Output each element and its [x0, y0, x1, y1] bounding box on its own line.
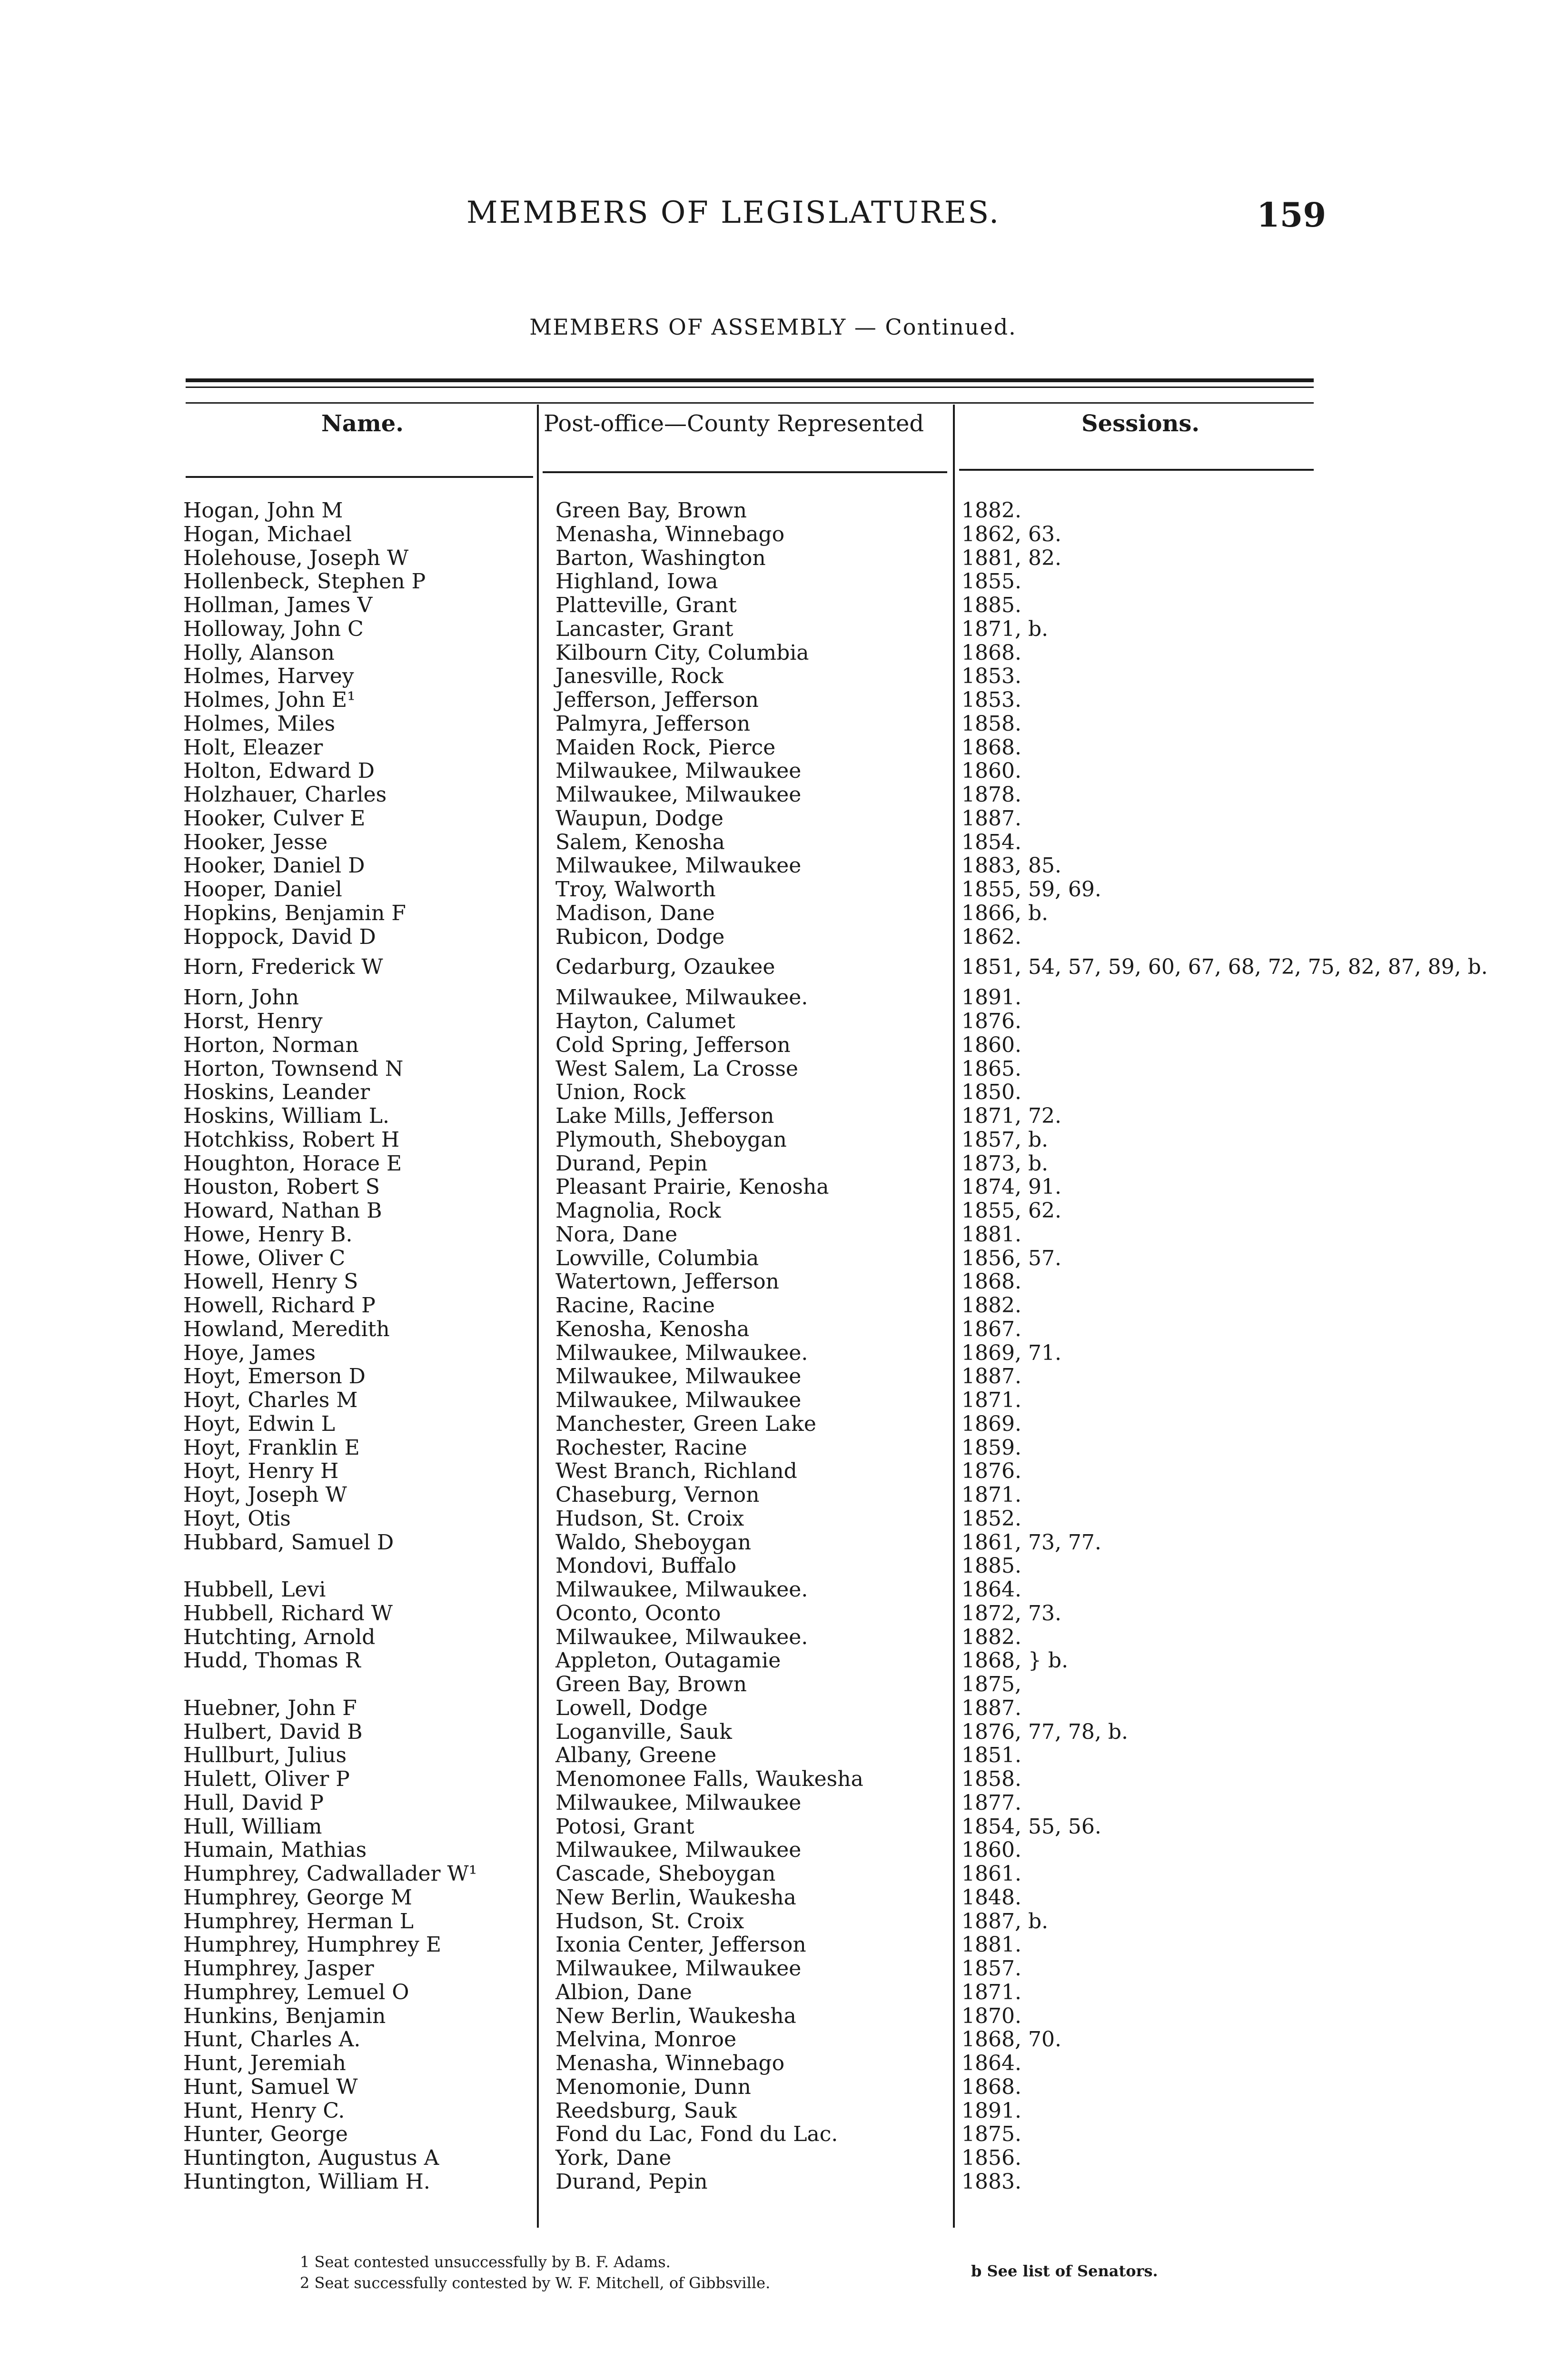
post-office-county: Mondovi, Buffalo [555, 1554, 737, 1578]
sessions: 1850. [961, 1080, 1021, 1105]
sessions: 1868. [961, 1269, 1021, 1294]
sessions: 1882. [961, 1293, 1021, 1318]
member-name: Huebner, John F [183, 1696, 357, 1720]
table-row [183, 2052, 1321, 2075]
member-name: Hull, David P [183, 1790, 324, 1815]
table-row [183, 1531, 1321, 1555]
sessions: 1891. [961, 2098, 1021, 2123]
table-row [183, 523, 1321, 546]
post-office-county: Manchester, Green Lake [555, 1411, 816, 1436]
table-row [183, 1033, 1321, 1057]
member-name: Hulett, Oliver P [183, 1767, 350, 1791]
sessions: 1861, 73, 77. [961, 1530, 1101, 1555]
sessions: 1885. [961, 1554, 1021, 1578]
sessions: 1869, 71. [961, 1340, 1061, 1365]
sessions: 1855, 59, 69. [961, 877, 1101, 902]
member-name: Howell, Henry S [183, 1269, 358, 1294]
post-office-county: Watertown, Jefferson [555, 1269, 779, 1294]
member-name: Hogan, John M [183, 498, 343, 523]
sessions: 1887. [961, 1364, 1021, 1389]
member-name: Hooker, Daniel D [183, 853, 365, 878]
table-row [183, 641, 1321, 665]
sessions: 1868, 70. [961, 2027, 1061, 2052]
table-row [183, 831, 1321, 854]
member-name: Holmes, John E¹ [183, 688, 356, 712]
table-row [183, 1152, 1321, 1176]
table-row [183, 1412, 1321, 1436]
member-name: Holloway, John C [183, 616, 364, 641]
member-name: Hunt, Charles A. [183, 2027, 361, 2052]
table-row [183, 1388, 1321, 1412]
table-row [183, 1578, 1321, 1602]
table-row [183, 1626, 1321, 1649]
table-row [183, 1696, 1321, 1720]
footnote-2: 2 Seat successfully contested by W. F. Mitchell, of Gibbsville. [300, 2274, 771, 2292]
table-row [183, 1341, 1321, 1365]
post-office-county: Green Bay, Brown [555, 498, 747, 523]
member-name: Hudd, Thomas R [183, 1648, 361, 1673]
post-office-county: Janesville, Rock [555, 664, 723, 689]
sessions: 1881, 82. [961, 545, 1061, 570]
sessions: 1887. [961, 1696, 1021, 1720]
member-name: Huntington, Augustus A [183, 2146, 439, 2170]
post-office-county: Maiden Rock, Pierce [555, 735, 776, 760]
post-office-county: Plymouth, Sheboygan [555, 1127, 787, 1152]
post-office-county: Jefferson, Jefferson [555, 688, 759, 712]
sessions: 1859. [961, 1435, 1021, 1460]
table-row [183, 1744, 1321, 1767]
post-office-county: Union, Rock [555, 1080, 686, 1105]
sessions: 1876. [961, 1459, 1021, 1484]
post-office-county: Milwaukee, Milwaukee [555, 1790, 802, 1815]
post-office-county: Palmyra, Jefferson [555, 711, 751, 736]
column-heading-post-office: Post-office—County Represented [544, 410, 924, 437]
post-office-county: Menasha, Winnebago [555, 2051, 785, 2075]
table-row [183, 1436, 1321, 1460]
member-name: Horst, Henry [183, 1009, 323, 1033]
name-heading-underline [186, 476, 533, 478]
member-name: Hubbard, Samuel D [183, 1530, 394, 1555]
sessions: 1851, 54, 57, 59, 60, 67, 68, 72, 75, 82, 87, 89, b. [961, 955, 1488, 980]
member-name: Humphrey, Herman L [183, 1909, 414, 1934]
sessions: 1873, b. [961, 1151, 1049, 1176]
sessions: 1883. [961, 2169, 1021, 2194]
post-office-county: Oconto, Oconto [555, 1601, 721, 1626]
table-row [183, 617, 1321, 641]
member-name: Houston, Robert S [183, 1175, 380, 1200]
table-row [183, 1507, 1321, 1531]
table-row [183, 570, 1321, 594]
sessions: 1871. [961, 1483, 1021, 1507]
table-row [183, 1270, 1321, 1294]
post-office-county: Cascade, Sheboygan [555, 1862, 776, 1886]
member-name: Hull, William [183, 1814, 322, 1839]
table-row [183, 1910, 1321, 1934]
sessions: 1860. [961, 1838, 1021, 1863]
member-name: Holzhauer, Charles [183, 783, 387, 807]
post-office-county: Platteville, Grant [555, 593, 737, 617]
member-name: Houghton, Horace E [183, 1151, 402, 1176]
sessions: 1871, 72. [961, 1104, 1061, 1128]
sessions: 1869. [961, 1411, 1021, 1436]
member-name: Howland, Meredith [183, 1317, 390, 1341]
post-office-county: New Berlin, Waukesha [555, 2003, 796, 2028]
table-row [183, 1104, 1321, 1128]
member-name: Hubbell, Levi [183, 1577, 326, 1602]
sessions: 1881. [961, 1222, 1021, 1247]
table-row [183, 736, 1321, 760]
post-office-county: Magnolia, Rock [555, 1199, 721, 1223]
post-office-county: Potosi, Grant [555, 1814, 694, 1839]
table-row [183, 878, 1321, 902]
sessions: 1855. [961, 569, 1021, 594]
member-name: Hoyt, Franklin E [183, 1435, 360, 1460]
table-row [183, 1057, 1321, 1081]
post-office-county: Milwaukee, Milwaukee [555, 853, 802, 878]
footnotes [300, 2251, 770, 2293]
sessions: 1887. [961, 806, 1021, 831]
member-name: Holton, Edward D [183, 759, 375, 783]
sessions: 1862, 63. [961, 522, 1061, 546]
member-name: Hoyt, Emerson D [183, 1364, 366, 1389]
sessions: 1871. [961, 1388, 1021, 1412]
section-subheading: MEMBERS OF ASSEMBLY — Continued. [529, 314, 1017, 340]
post-office-county: Milwaukee, Milwaukee [555, 783, 802, 807]
table-row [183, 783, 1321, 807]
post-office-county: Melvina, Monroe [555, 2027, 737, 2052]
post-office-county: Milwaukee, Milwaukee [555, 1838, 802, 1863]
member-name: Hoskins, William L. [183, 1104, 389, 1128]
table-row [183, 1767, 1321, 1791]
top-rule-thin [186, 387, 1314, 388]
member-name: Hooker, Jesse [183, 830, 328, 854]
member-name: Humain, Mathias [183, 1838, 367, 1863]
post-office-county: Durand, Pepin [555, 1151, 708, 1176]
table-row [183, 1838, 1321, 1862]
post-office-county: Milwaukee, Milwaukee. [555, 985, 808, 1010]
post-office-county: Milwaukee, Milwaukee. [555, 1340, 808, 1365]
table-row [183, 1673, 1321, 1696]
table-row [183, 2122, 1321, 2146]
post-office-county: Rubicon, Dodge [555, 924, 725, 949]
post-office-county: Green Bay, Brown [555, 1672, 747, 1696]
sessions: 1856. [961, 2146, 1021, 2170]
sessions: 1885. [961, 593, 1021, 617]
member-name: Horton, Norman [183, 1032, 359, 1057]
member-name: Hunt, Jeremiah [183, 2051, 346, 2075]
header-rule [186, 402, 1314, 404]
member-name: Holly, Alanson [183, 640, 335, 665]
post-office-county: Ixonia Center, Jefferson [555, 1933, 806, 1957]
member-name: Hutchting, Arnold [183, 1625, 376, 1649]
member-name: Hunkins, Benjamin [183, 2003, 386, 2028]
sessions: 1868. [961, 2074, 1021, 2099]
post-office-county: Lowville, Columbia [555, 1246, 759, 1270]
sessions: 1857. [961, 1956, 1021, 1981]
post-office-county: Durand, Pepin [555, 2169, 708, 2194]
members-table [183, 498, 1488, 2194]
footnote-b: b See list of Senators. [971, 2262, 1158, 2280]
sessions: 1878. [961, 783, 1021, 807]
table-row [183, 1554, 1321, 1578]
table-row [183, 1720, 1321, 1744]
column-heading-sessions: Sessions. [1081, 410, 1200, 437]
post-office-county: Milwaukee, Milwaukee. [555, 1625, 808, 1649]
sessions: 1853. [961, 688, 1021, 712]
member-name: Hoyt, Henry H [183, 1459, 339, 1484]
member-name: Hunt, Henry C. [183, 2098, 345, 2123]
sessions: 1854. [961, 830, 1021, 854]
page-number: 159 [1257, 195, 1327, 235]
post-office-county: Cold Spring, Jefferson [555, 1032, 791, 1057]
member-name: Horn, Frederick W [183, 955, 383, 980]
member-name: Hullburt, Julius [183, 1743, 347, 1768]
footnote-1: 1 Seat contested unsuccessfully by B. F. Adams. [300, 2253, 671, 2271]
table-row [183, 546, 1321, 570]
member-name: Howard, Nathan B [183, 1199, 382, 1223]
sessions: 1871. [961, 1980, 1021, 2004]
member-name: Howe, Henry B. [183, 1222, 353, 1247]
table-row [183, 1602, 1321, 1626]
member-name: Humphrey, Jasper [183, 1956, 374, 1981]
sessions: 1871, b. [961, 616, 1049, 641]
member-name: Holt, Eleazer [183, 735, 323, 760]
table-row [183, 1010, 1321, 1033]
sessions: 1875, [961, 1672, 1021, 1696]
table-row [183, 2004, 1321, 2028]
post-office-county: Hudson, St. Croix [555, 1909, 744, 1934]
member-name: Hunt, Samuel W [183, 2074, 358, 2099]
post-office-county: Menomonee Falls, Waukesha [555, 1767, 863, 1791]
table-row [183, 1199, 1321, 1223]
sessions: 1870. [961, 2003, 1021, 2028]
table-row [183, 1128, 1321, 1152]
sessions: 1852. [961, 1506, 1021, 1531]
sessions: 1874, 91. [961, 1175, 1061, 1200]
post-office-county: Hayton, Calumet [555, 1009, 735, 1033]
post-office-county: Milwaukee, Milwaukee [555, 1388, 802, 1412]
member-name: Humphrey, George M [183, 1885, 412, 1910]
table-row [183, 1933, 1321, 1957]
member-name: Holmes, Harvey [183, 664, 354, 689]
member-name: Hogan, Michael [183, 522, 352, 546]
sessions: 1866, b. [961, 901, 1049, 925]
post-office-county: Kenosha, Kenosha [555, 1317, 750, 1341]
post-office-county: Cedarburg, Ozaukee [555, 955, 775, 980]
sessions: 1876. [961, 1009, 1021, 1033]
sessions: 1883, 85. [961, 853, 1061, 878]
sessions: 1851. [961, 1743, 1021, 1768]
table-row [183, 1862, 1321, 1886]
table-row [183, 925, 1321, 949]
top-rule-thick [186, 378, 1314, 382]
sessions: 1857, b. [961, 1127, 1049, 1152]
table-row [183, 854, 1321, 878]
table-row [183, 807, 1321, 831]
table-row [183, 712, 1321, 736]
sessions: 1882. [961, 1625, 1021, 1649]
table-row [183, 1081, 1321, 1104]
post-office-county: Milwaukee, Milwaukee [555, 1364, 802, 1389]
member-name: Hoyt, Otis [183, 1506, 291, 1531]
member-name: Hotchkiss, Robert H [183, 1127, 400, 1152]
table-row [183, 1886, 1321, 1910]
member-name: Holmes, Miles [183, 711, 336, 736]
table-row [183, 1365, 1321, 1388]
post-office-county: Nora, Dane [555, 1222, 678, 1247]
sessions: 1875. [961, 2122, 1021, 2147]
member-name: Hooper, Daniel [183, 877, 342, 902]
post-office-county: Madison, Dane [555, 901, 715, 925]
member-name: Hollenbeck, Stephen P [183, 569, 426, 594]
member-name: Humphrey, Cadwallader W¹ [183, 1862, 477, 1886]
member-name: Hoyt, Charles M [183, 1388, 358, 1412]
member-name: Howe, Oliver C [183, 1246, 346, 1270]
sessions: 1860. [961, 759, 1021, 783]
post-office-county: Albany, Greene [555, 1743, 717, 1768]
table-row [183, 1483, 1321, 1507]
sessions: 1864. [961, 2051, 1021, 2075]
member-name: Hoppock, David D [183, 924, 376, 949]
sessions: 1868. [961, 735, 1021, 760]
table-row [183, 1649, 1321, 1673]
post-office-county: Waupun, Dodge [555, 806, 723, 831]
sessions: 1877. [961, 1790, 1021, 1815]
member-name: Hoskins, Leander [183, 1080, 370, 1105]
sessions: 1887, b. [961, 1909, 1049, 1934]
member-name: Hunter, George [183, 2122, 348, 2147]
sessions: 1867. [961, 1317, 1021, 1341]
table-row [183, 1459, 1321, 1483]
table-row [183, 1981, 1321, 2004]
post-heading-underline [543, 471, 947, 473]
post-office-county: Salem, Kenosha [555, 830, 725, 854]
sessions: 1865. [961, 1056, 1021, 1081]
sessions: 1868, } b. [961, 1648, 1069, 1673]
member-name: Humphrey, Lemuel O [183, 1980, 409, 2004]
table-row [183, 499, 1321, 523]
sessions: 1858. [961, 1767, 1021, 1791]
table-row [183, 1791, 1321, 1815]
post-office-county: Hudson, St. Croix [555, 1506, 744, 1531]
post-office-county: Chaseburg, Vernon [555, 1483, 760, 1507]
post-office-county: Milwaukee, Milwaukee. [555, 1577, 808, 1602]
table-row [183, 2170, 1321, 2194]
post-office-county: Milwaukee, Milwaukee [555, 759, 802, 783]
post-office-county: Lake Mills, Jefferson [555, 1104, 774, 1128]
sessions: 1856, 57. [961, 1246, 1061, 1270]
sessions: 1860. [961, 1032, 1021, 1057]
table-row [183, 1318, 1321, 1341]
post-office-county: West Branch, Richland [555, 1459, 797, 1484]
post-office-county: Pleasant Prairie, Kenosha [555, 1175, 829, 1200]
sessions: 1872, 73. [961, 1601, 1061, 1626]
member-name: Holehouse, Joseph W [183, 545, 409, 570]
post-office-county: York, Dane [555, 2146, 672, 2170]
running-head: MEMBERS OF LEGISLATURES. [466, 195, 1001, 230]
post-office-county: Lancaster, Grant [555, 616, 733, 641]
member-name: Hulbert, David B [183, 1719, 363, 1744]
sessions: 1855, 62. [961, 1199, 1061, 1223]
post-office-county: Barton, Washington [555, 545, 766, 570]
member-name: Humphrey, Humphrey E [183, 1933, 441, 1957]
sessions: 1861. [961, 1862, 1021, 1886]
sessions: 1868. [961, 640, 1021, 665]
post-office-county: Rochester, Racine [555, 1435, 747, 1460]
sessions: 1853. [961, 664, 1021, 689]
member-name: Howell, Richard P [183, 1293, 376, 1318]
post-office-county: Menasha, Winnebago [555, 522, 785, 546]
table-row [183, 688, 1321, 712]
column-heading-name: Name. [321, 410, 404, 437]
post-office-county: Reedsburg, Sauk [555, 2098, 737, 2123]
table-row [183, 664, 1321, 688]
sessions: 1862. [961, 924, 1021, 949]
table-row [183, 1175, 1321, 1199]
table-row [183, 949, 1488, 986]
sessions: 1864. [961, 1577, 1021, 1602]
post-office-county: Highland, Iowa [555, 569, 718, 594]
post-office-county: Menomonie, Dunn [555, 2074, 751, 2099]
table-row [183, 2099, 1321, 2123]
table-row [183, 1815, 1321, 1839]
post-office-county: Appleton, Outagamie [555, 1648, 781, 1673]
table-row [183, 1294, 1321, 1318]
table-row [183, 2146, 1321, 2170]
table-row [183, 594, 1321, 617]
table-row [183, 2075, 1321, 2099]
post-office-county: Loganville, Sauk [555, 1719, 732, 1744]
member-name: Hooker, Culver E [183, 806, 366, 831]
post-office-county: New Berlin, Waukesha [555, 1885, 796, 1910]
member-name: Horn, John [183, 985, 299, 1010]
member-name: Horton, Townsend N [183, 1056, 404, 1081]
member-name: Huntington, William H. [183, 2169, 430, 2194]
sessions-heading-underline [959, 469, 1314, 471]
post-office-county: Kilbourn City, Columbia [555, 640, 809, 665]
sessions: 1891. [961, 985, 1021, 1010]
member-name: Hoye, James [183, 1340, 316, 1365]
post-office-county: Lowell, Dodge [555, 1696, 708, 1720]
member-name: Hoyt, Joseph W [183, 1483, 347, 1507]
sessions: 1876, 77, 78, b. [961, 1719, 1129, 1744]
sessions: 1882. [961, 498, 1021, 523]
table-row [183, 2028, 1321, 2052]
post-office-county: West Salem, La Crosse [555, 1056, 798, 1081]
sessions: 1858. [961, 711, 1021, 736]
member-name: Hollman, James V [183, 593, 373, 617]
post-office-county: Troy, Walworth [555, 877, 716, 902]
sessions: 1848. [961, 1885, 1021, 1910]
table-row [183, 1247, 1321, 1270]
post-office-county: Albion, Dane [555, 1980, 692, 2004]
member-name: Hubbell, Richard W [183, 1601, 393, 1626]
post-office-county: Fond du Lac, Fond du Lac. [555, 2122, 838, 2147]
member-name: Hopkins, Benjamin F [183, 901, 406, 925]
member-name: Hoyt, Edwin L [183, 1411, 335, 1436]
sessions: 1881. [961, 1933, 1021, 1957]
sessions: 1854, 55, 56. [961, 1814, 1101, 1839]
post-office-county: Milwaukee, Milwaukee [555, 1956, 802, 1981]
table-row [183, 986, 1321, 1010]
post-office-county: Waldo, Sheboygan [555, 1530, 752, 1555]
table-row [183, 902, 1321, 925]
table-row [183, 759, 1321, 783]
post-office-county: Racine, Racine [555, 1293, 715, 1318]
table-row [183, 1223, 1321, 1247]
table-row [183, 1957, 1321, 1981]
